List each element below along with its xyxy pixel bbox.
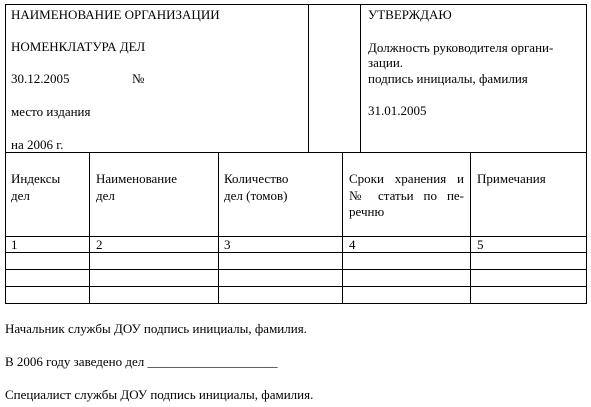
col-header-retention-line1: Сроки хранения и bbox=[349, 171, 464, 186]
footer-specialist-signature: Специалист службы ДОУ подпись инициалы, фамилия. bbox=[5, 387, 314, 402]
table-bottom-border bbox=[5, 303, 587, 304]
table-col-divider-2 bbox=[218, 152, 219, 304]
col-header-count-line2: дел (томов) bbox=[224, 188, 288, 203]
col-header-title-line1: Наименование bbox=[96, 171, 177, 186]
col-number-4: 4 bbox=[349, 237, 356, 252]
head-signature: подпись инициалы, фамилия bbox=[368, 71, 528, 86]
org-name: НАИМЕНОВАНИЕ ОРГАНИЗАЦИИ bbox=[11, 7, 220, 22]
head-position-line1: Должность руководителя органи- bbox=[368, 40, 554, 55]
footer-cases-started: В 2006 году заведено дел ____________________ bbox=[5, 354, 278, 369]
header-divider-1 bbox=[308, 4, 309, 152]
approve-label: УТВЕРЖДАЮ bbox=[368, 7, 452, 22]
col-header-count-line1: Количество bbox=[224, 171, 289, 186]
col-number-3: 3 bbox=[224, 237, 231, 252]
footer-chief-signature: Начальник службы ДОУ подпись инициалы, фамилия. bbox=[5, 321, 307, 336]
col-number-1: 1 bbox=[11, 237, 18, 252]
table-empty-row-border-1 bbox=[5, 269, 587, 270]
table-col-divider-1 bbox=[89, 152, 90, 304]
table-header-bottom-border bbox=[5, 236, 587, 237]
header-left-border bbox=[5, 4, 6, 304]
doc-date: 30.12.2005 bbox=[11, 71, 70, 86]
table-empty-row-border-2 bbox=[5, 286, 587, 287]
doc-number-sign: № bbox=[132, 71, 145, 86]
header-divider-2 bbox=[360, 4, 361, 152]
col-number-5: 5 bbox=[477, 237, 484, 252]
col-number-2: 2 bbox=[96, 237, 103, 252]
col-header-retention-line3: речню bbox=[349, 204, 385, 219]
col-header-title-line2: дел bbox=[96, 188, 115, 203]
head-position-line2: зации. bbox=[368, 55, 404, 70]
doc-type-title: НОМЕНКЛАТУРА ДЕЛ bbox=[11, 39, 146, 54]
doc-year: на 2006 г. bbox=[11, 137, 64, 152]
approval-date: 31.01.2005 bbox=[368, 103, 427, 118]
col-header-notes: Примечания bbox=[477, 171, 546, 186]
table-number-row-bottom-border bbox=[5, 252, 587, 253]
header-top-border bbox=[5, 4, 587, 5]
table-col-divider-4 bbox=[470, 152, 471, 304]
col-header-index-line2: дел bbox=[11, 188, 30, 203]
table-col-divider-3 bbox=[342, 152, 343, 304]
header-right-border bbox=[586, 4, 587, 304]
col-header-retention-line2: № статьи по пе- bbox=[349, 188, 464, 203]
publication-place: место издания bbox=[11, 104, 91, 119]
header-bottom-border bbox=[5, 152, 587, 153]
col-header-index-line1: Индексы bbox=[11, 171, 61, 186]
